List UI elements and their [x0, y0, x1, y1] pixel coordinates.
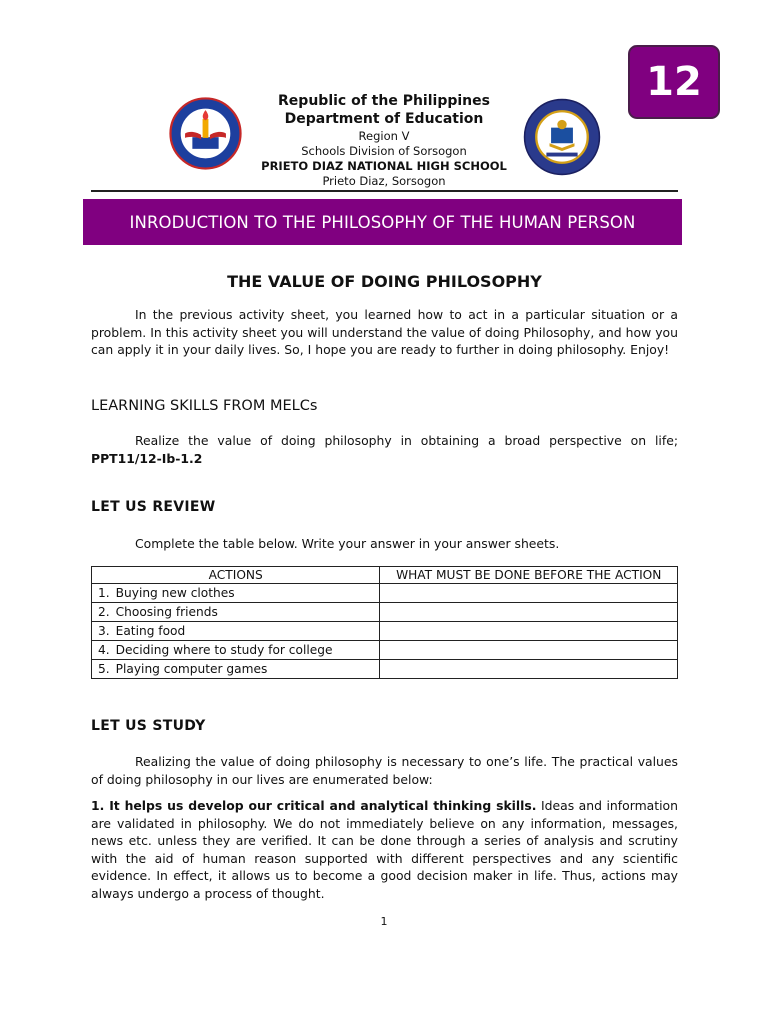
review-table — [91, 566, 678, 679]
row-action: Deciding where to study for college — [110, 641, 380, 660]
row-action: Choosing friends — [110, 603, 380, 622]
header-school: PRIETO DIAZ NATIONAL HIGH SCHOOL — [261, 159, 507, 173]
lesson-title: THE VALUE OF DOING PHILOSOPHY — [227, 272, 542, 291]
skills-text: Realize the value of doing philosophy in obtaining a broad perspective on life; — [135, 433, 678, 448]
column-header-before: WHAT MUST BE DONE BEFORE THE ACTION — [380, 567, 678, 584]
intro-paragraph: In the previous activity sheet, you learned how to act in a particular situation or a problem. In this activity sheet you will understand the value of doing Philosophy, and how you can apply it in your daily lives. So, I hope you are ready to further in doing philosophy. Enjoy! — [91, 307, 678, 357]
page-number: 1 — [380, 915, 388, 928]
column-header-actions: ACTIONS — [92, 567, 380, 584]
header-division: Schools Division of Sorsogon — [301, 144, 467, 158]
subject-banner: INRODUCTION TO THE PHILOSOPHY OF THE HUMAN PERSON — [83, 199, 682, 245]
table-row — [92, 622, 678, 641]
study-intro: Realizing the value of doing philosophy is necessary to one’s life. The practical values of doing philosophy in our lives are enumerated below: — [91, 754, 678, 787]
row-number: 2. — [92, 603, 110, 622]
answer-cell[interactable] — [380, 641, 678, 660]
skills-code: PPT11/12-Ib-1.2 — [91, 450, 203, 466]
skills-paragraph — [91, 432, 678, 467]
review-heading: LET US REVIEW — [91, 499, 216, 515]
answer-cell[interactable] — [380, 622, 678, 641]
point-1-lead: 1. It helps us develop our critical and analytical thinking skills. — [91, 798, 537, 813]
answer-cell[interactable] — [380, 603, 678, 622]
table-header-row — [92, 567, 678, 584]
row-number: 1. — [92, 584, 110, 603]
row-action: Eating food — [110, 622, 380, 641]
row-number: 5. — [92, 660, 110, 679]
study-heading: LET US STUDY — [91, 718, 206, 734]
table-row — [92, 641, 678, 660]
header-department: Department of Education — [284, 111, 484, 127]
answer-cell[interactable] — [380, 584, 678, 603]
row-action: Playing computer games — [110, 660, 380, 679]
header-region: Region V — [358, 129, 410, 143]
table-row — [92, 584, 678, 603]
grade-badge: 12 — [628, 45, 720, 119]
answer-cell[interactable] — [380, 660, 678, 679]
point-1-body: Ideas and information are validated in philosophy. We do not immediately believe on any information, messages, news etc. unless they are verified. It can be done through a series of analysis and scrutiny with the aid of human reason supported with different perspectives and any scientific evidence. In effect, it allows us to become a good decision maker in life. Thus, actions may always undergo a process of thought. — [91, 798, 678, 901]
table-row — [92, 603, 678, 622]
row-number: 3. — [92, 622, 110, 641]
review-instruction: Complete the table below. Write your answer in your answer sheets. — [135, 536, 560, 551]
header-republic: Republic of the Philippines — [278, 93, 490, 109]
row-action: Buying new clothes — [110, 584, 380, 603]
row-number: 4. — [92, 641, 110, 660]
skills-heading: LEARNING SKILLS FROM MELCs — [91, 398, 318, 414]
header-location: Prieto Diaz, Sorsogon — [322, 174, 446, 188]
study-point-1 — [91, 797, 678, 902]
table-row — [92, 660, 678, 679]
header-divider — [91, 190, 678, 192]
